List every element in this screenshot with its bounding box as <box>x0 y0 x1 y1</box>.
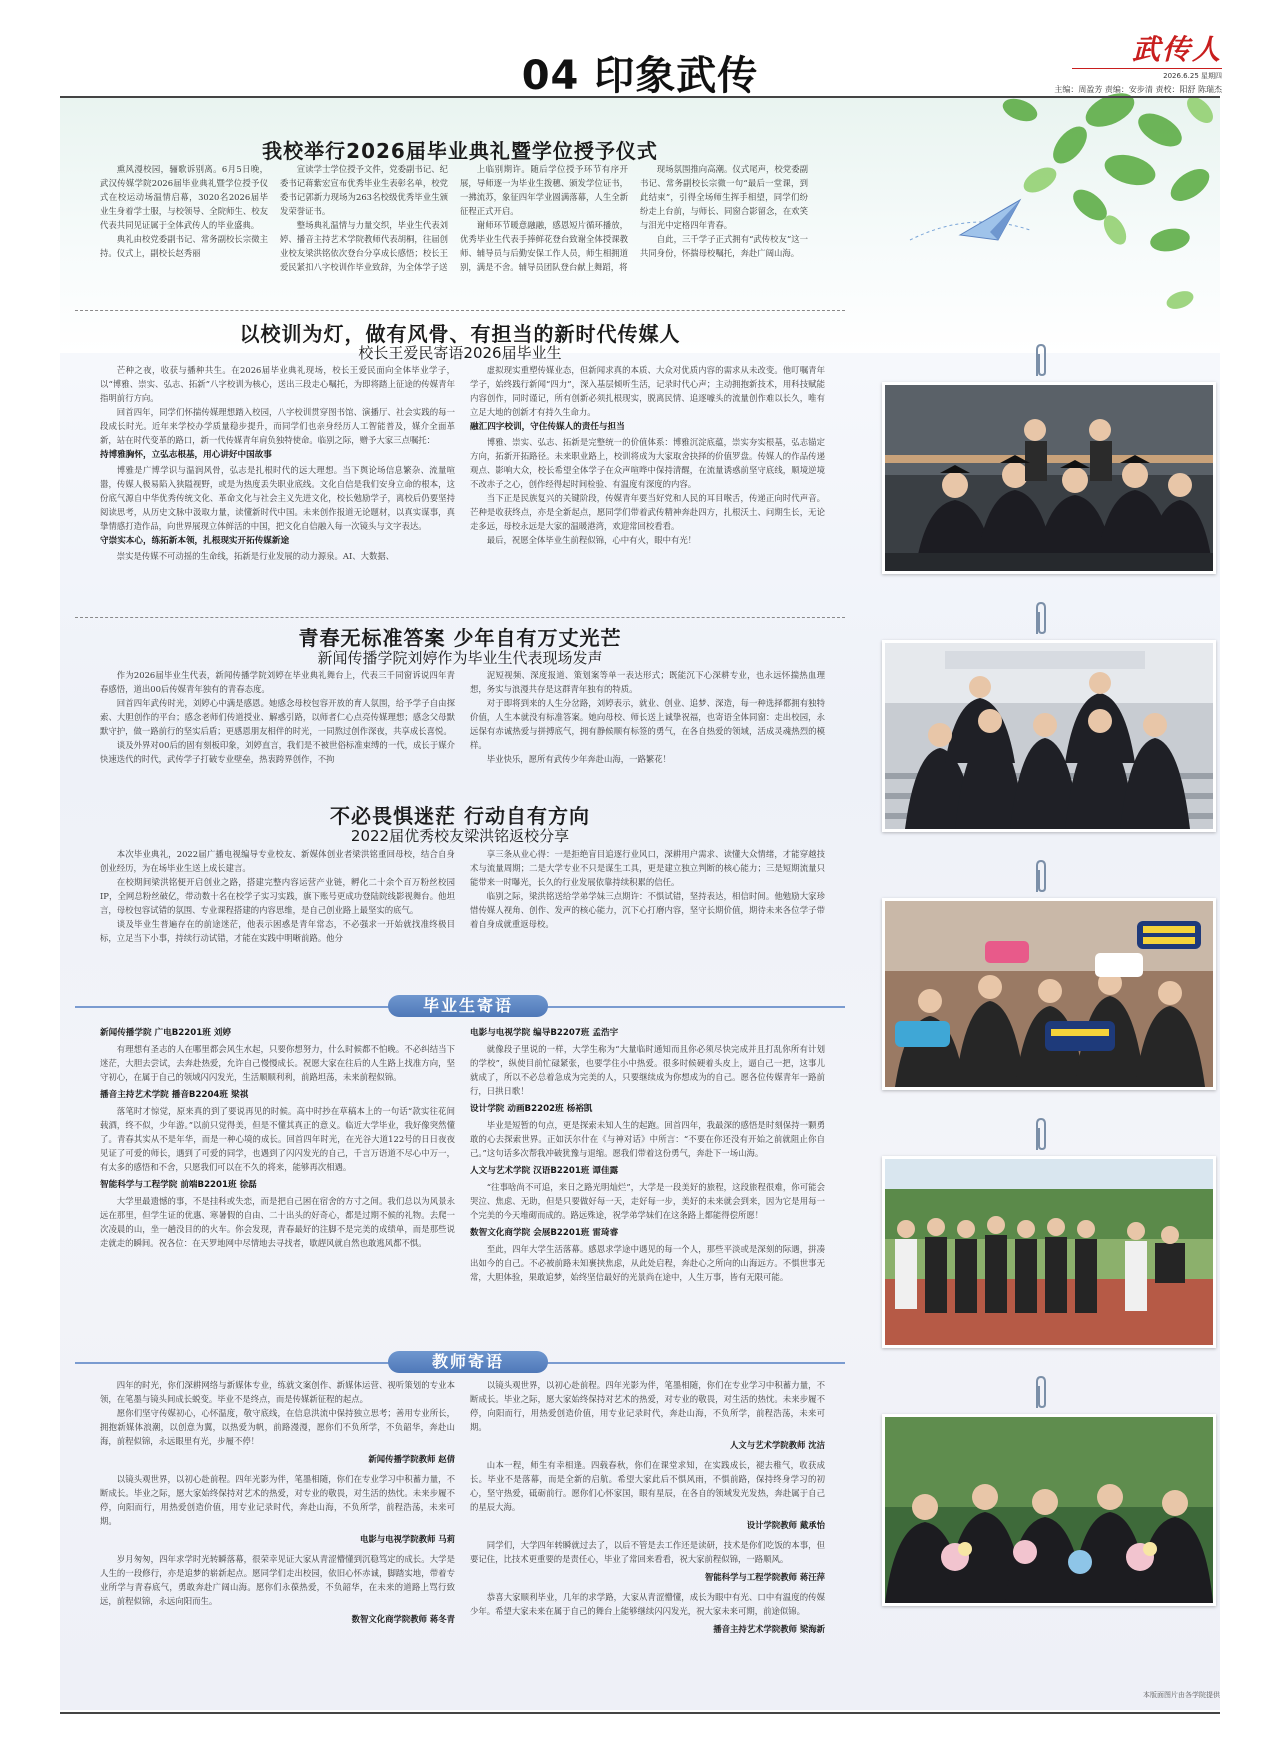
paperclip-icon <box>1030 858 1052 898</box>
teacher-signature: 电影与电视学院教师 马莉 <box>359 1534 455 1544</box>
photo-graduates-group-2 <box>882 640 1216 832</box>
paragraph: 最后，祝愿全体毕业生前程似锦，心中有火，眼中有光！ <box>486 535 697 545</box>
section-heading: 持博雅胸怀，立弘志根基，用心讲好中国故事 <box>100 450 272 460</box>
photo-graduates-signs <box>882 898 1216 1090</box>
teacher-signature: 数智文化商学院教师 蒋冬青 <box>351 1614 455 1624</box>
message-text: 以镜头观世界，以初心赴前程。四年光影为伴，笔墨相随，你们在专业学习中积蓄力量，不断成长。毕业之际，愿大家始终保持对艺术的热爱，对专业的敬畏，对生活的热忱。未来步履不停，向阳而行，用热爱创造价值，用专业记录时代，奔赴山海，不负所学，前程浩荡，未来可期。 <box>470 1380 825 1432</box>
message-text: “往事啥尚不可追，来日之路光明灿烂”，大学是一段美好的旅程，这段旅程很难，你可能会哭泣、焦虑、无助，但是只要做好每一天，走好每一步，美好的未来就会到来，因为它是用每一个完美的今天堆砌而成的。路远殊途，祝学弟学妹们在这条路上都能得偿所愿！ <box>470 1182 825 1220</box>
message-author: 新闻传播学院 广电B2201班 刘婷 <box>100 1028 231 1038</box>
message-author: 人文与艺术学院 汉语B2201班 谭佳露 <box>470 1166 619 1176</box>
article2-title: 以校训为灯，做有风骨、有担当的新时代传媒人 <box>239 322 681 346</box>
message-text: 落笔时才惊觉，原来真的到了要说再见的时候。高中时抄在草稿本上的一句话“款实往花间载酒，终不似，少年游。”以前只觉得美，但是不懂其真正的意义。临近大学毕业，我好像突然懂了。青春其实从不是年华，而是一种心境的成长。回首四年时光，在光谷大道122号的日日夜夜见证了可爱的师长，遇到了可爱的同学，也遇到了闪闪发光的自己，千言万语道不尽心中万一，有太多的感悟和不舍，只愿我们可以在不久的将来，能够再次相遇。 <box>100 1106 455 1172</box>
message-author: 设计学院 动画B2202班 杨裕凯 <box>470 1104 593 1114</box>
paragraph: 芒种之夜，收获与播种共生。在2026届毕业典礼现场，校长王爱民面向全体毕业学子，以“博雅、崇实、弘志、拓新”八字校训为核心，送出三段走心嘱托，为即将踏上征途的传媒青年指明前行方向。 <box>100 365 455 403</box>
masthead-logo: 武传人 <box>1131 33 1222 66</box>
teacher-signature: 智能科学与工程学院教师 蒋汪萍 <box>704 1572 825 1582</box>
message-text: 岁月匆匆，四年求学时光转瞬落幕，很荣幸见证大家从青涩懵懂到沉稳笃定的成长。大学是人生的一段修行，亦是追梦的崭新起点。愿同学们走出校园，依旧心怀赤诚，脚踏实地，带着专业所学与青春底气，勇敢奔赴广阔山海。愿你们永葆热爱，不负韶华，在未来的道路上骂行致远，前程似锦，永远向阳而生。 <box>100 1554 455 1606</box>
teacher-signature: 人文与艺术学院教师 沈洁 <box>729 1440 825 1450</box>
paragraph: 泥短视频、深度报道、策划案等单一表达形式；既能沉下心深耕专业，也永远怀揣热血理想，务实与浪漫共存是这群青年独有的特质。 <box>470 670 825 694</box>
section-heading: 守崇实本心，练拓新本领，扎根现实开拓传媒新途 <box>100 536 290 546</box>
message-text: 就像段子里说的一样，大学生称为“大量临时通知而且你必须尽快完成并且打乱你所有计划的学校”，纵使目前忙碌紧张，也要学住小中热爱。很多时候硬着头皮上，逼自己一把，这事儿就成了，所以不必总着急成为完美的人，只要继续成为你想成为的自己。愿各位传媒青年一路前行，日拱日歌！ <box>470 1044 825 1096</box>
article4-col2 <box>470 847 825 982</box>
article1-title: 我校举行2026届毕业典礼暨学位授予仪式 <box>262 139 658 163</box>
article2-col2 <box>470 363 825 615</box>
article4-subtitle: 2022届优秀校友梁洪铭返校分享 <box>350 827 570 845</box>
paragraph: 虚拟现实重塑传媒业态，但新闻求真的本质、大众对优质内容的需求从未改变。他叮嘱青年学子，始终践行新闻“四力”，深入基层倾听生活，记录时代心声；主动拥抱新技术，用科技赋能内容创作，同时谨记，所有创新必须扎根现实，脱离民情、追逐噱头的流量创作难以长久，唯有立足大地的创新才有持久生命力。 <box>470 365 825 417</box>
teachers-banner: 教师寄语 <box>388 1351 548 1373</box>
paragraph: 整场典礼温情与力量交织，毕业生代表刘婷、播音主持艺术学院教师代表胡桐，往届创业校友梁洪铭依次登台分享成长感悟；校长王爱民紧扣八字校训作毕业致辞，为全体学子送 <box>280 220 448 272</box>
message-author: 播音主持艺术学院 播音B2204班 梁祺 <box>100 1090 249 1100</box>
separator <box>75 617 845 618</box>
editors-credit: 主编：周盈芳 责编：安步清 责校：阳舒 陈瑞杰 <box>1054 85 1222 94</box>
article3-title: 青春无标准答案 少年自有万丈光芒 <box>298 626 622 650</box>
paragraph: 宣读学士学位授予文件，党委副书记、纪委书记蒋紫宏宣布优秀毕业生表彰名单，校党委书记郭新力现场为263名校级优秀毕业生颁发荣誉证书。 <box>280 164 448 216</box>
paragraph: 谢师环节暖意融融，感恩短片循环播放，优秀毕业生代表手捧鲜花登台致谢全体授课教师、辅导员与后勤安保工作人员，师生相拥道别，满是不舍。辅导员团队登台献上舞蹈，将 <box>460 220 628 272</box>
teacher-signature: 新闻传播学院教师 赵倩 <box>368 1454 455 1464</box>
article2-col1 <box>100 363 455 615</box>
message-text: 同学们，大学四年转瞬就过去了，以后不管是去工作还是读研，技术是你们吃饭的本事，但要记住，比技术更重要的是责任心，毕业了常回来看看，祝大家前程似锦，一路顺风。 <box>470 1540 825 1564</box>
paragraph: 本次毕业典礼，2022届广播电视编导专业校友、新媒体创业者梁洪铭重回母校，结合自身创业经历，为在场毕业生送上成长建言。 <box>100 849 455 873</box>
graduates-col1 <box>100 1022 455 1344</box>
teacher-signature: 播音主持艺术学院教师 梁海新 <box>713 1624 825 1634</box>
message-text: 愿你们坚守传媒初心，心怀温度，敬守底线，在信息洪流中保持独立思考；善用专业所长，拥抱新媒体浪潮，以创意为翼，以热爱为帆，前路漫漫，愿你们不负所学，不负韶华，奔赴山海，前程似锦，永远眼里有光，步履不停！ <box>100 1408 455 1446</box>
article1-col3 <box>460 162 628 302</box>
issue-date: 2026.6.25 星期四 <box>1163 72 1222 80</box>
photo-students-field <box>882 1156 1216 1348</box>
paragraph: 博雅、崇实、弘志、拓新是完整统一的价值体系：博雅沉淀底蕴，崇实夯实根基，弘志锚定方向，拓新开拓路径。未来职业路上，校训将成为大家取舍抉择的价值罗盘。传媒人的作品传递观点、影响大众，校长希望全体学子在众声喧哗中保持清醒，在流量诱惑前坚守底线，顺境逆境不改赤子之心，创作经得起时间检验、有温度有深度的内容。 <box>470 437 825 489</box>
page-title: 04 印象武传 <box>521 53 759 99</box>
paragraph: 自此，三千学子正式拥有“武传校友”这一共同身份，怀揣母校嘱托，奔赴广阔山海。 <box>640 234 808 258</box>
message-text: 山本一程，师生有幸相逢。四载春秋，你们在课堂求知，在实践成长，褪去稚气，收获成长。毕业不是落幕，而是全新的启航。希望大家此后不惧风雨，不惧前路，保持终身学习的初心，坚守热爱，砥砺前行。愿你们心怀家国，眼有星辰，在各自的领域发光发热，奔赴属于自己的星辰大海。 <box>470 1460 825 1512</box>
paragraph: 对于即将到来的人生分岔路，刘婷表示，就业、创业、追梦、深造，每一种选择都拥有独特价值，人生本就没有标准答案。她向母校、师长送上诚挚祝福，也寄语全体同窗：走出校园，永远保有赤诚热爱与拼搏底气，拥有静候顺有标签的勇气，在各自热爱的领域，活成灵魂热烈的模样。 <box>470 698 825 750</box>
article1-col4 <box>640 162 808 302</box>
section-heading: 融汇四字校训，守住传媒人的责任与担当 <box>470 422 625 432</box>
paragraph: 熏风漫校园，骊歌诉别离。6月5日晚，武汉传媒学院2026届毕业典礼暨学位授予仪式在校运动场温情启幕，3020名2026届毕业生身着学士服，与校领导、全院师生、校友代表共同见证属于全体武传人的毕业盛典。 <box>100 164 268 230</box>
article3-subtitle: 新闻传播学院刘婷作为毕业生代表现场发声 <box>317 649 603 667</box>
photo-graduates-flowers <box>882 1414 1216 1606</box>
footer-rule <box>60 1712 1220 1714</box>
paragraph: 在校期间梁洪铭便开启创业之路，搭建完整内容运营产业链，孵化二十余个百万粉丝校园IP，全网总粉丝破亿，带动数十名在校学子实习实践，旗下账号更成功登陆院线影视舞台。他坦言，母校包容试错的氛围、专业课程搭建的内容思维，是自己创业路上最坚实的底气。 <box>100 877 455 915</box>
paragraph: 毕业快乐，愿所有武传少年奔赴山海，一路繁花！ <box>486 754 672 764</box>
message-text: 恭喜大家顺利毕业，几年的求学路，大家从青涩懵懂，成长为眼中有光、口中有温度的传媒少年。希望大家未来在属于自己的舞台上能够继续闪闪发光，祝大家未来可期，前途似锦。 <box>470 1592 825 1616</box>
paperclip-icon <box>1030 600 1052 640</box>
teachers-col1 <box>100 1378 455 1706</box>
paragraph: 谈及外界对00后的固有刻板印象，刘婷直言，我们是不被世俗标准束缚的一代，成长于媒介快速迭代的时代，武传学子打破专业壁垒，热衷跨界创作，不拘 <box>100 740 455 764</box>
article1-col1 <box>100 162 268 302</box>
masthead-rule <box>1072 68 1222 69</box>
message-text: 有理想有圣志的人在哪里都会风生水起，只要你想努力，什么时候都不怕晚。不必纠结当下迷茫，大胆去尝试，去奔赴热爱，允许自己慢慢成长。祝愿大家在往后的人生路上找准方向，坚守初心，在属于自己的领域闪闪发光，生活顺顺利利，前路坦荡，未来前程似锦。 <box>100 1044 455 1082</box>
paragraph: 当下正是民族复兴的关键阶段，传媒青年要当好党和人民的耳目喉舌，传递正向时代声音。芒种是收获终点，亦是全新起点，愿同学们带着武传精神奔赴四方，扎根沃土、问期生长，无论走多远，母校永远是大家的温暖港湾，欢迎常回校看看。 <box>470 493 825 531</box>
message-text: 以镜头观世界，以初心赴前程。四年光影为伴，笔墨相随，你们在专业学习中积蓄力量，不断成长。毕业之际，愿大家始终保持对艺术的热爱，对专业的敬畏，对生活的热忱。未来步履不停，向阳而行，用热爱创造价值，用专业记录时代，奔赴山海，不负所学，前程浩荡，未来可期。 <box>100 1474 455 1526</box>
paragraph: 作为2026届毕业生代表，新闻传播学院刘婷在毕业典礼舞台上，代表三千同窗诉说四年青春感悟，道出00后传媒青年独有的青春态度。 <box>100 670 455 694</box>
message-text: 毕业是短暂的句点，更是探索未知人生的起跑。回首四年，我最深的感悟是时刻保持一颗勇敢的心去探索世界。正如沃尔什在《与神对话》中所言：“不要在你还没有开始之前就阻止你自己。”这句话多次帮我冲破犹豫与退缩。愿我们带着这份勇气，奔赴下一场山海。 <box>470 1120 825 1158</box>
message-author: 智能科学与工程学院 前端B2201班 徐磊 <box>100 1180 257 1190</box>
paragraph: 崇实是传媒不可动摇的生命线，拓新是行业发展的动力源泉。AI、大数据、 <box>116 551 395 561</box>
article1-col2 <box>280 162 448 302</box>
message-author: 数智文化商学院 会展B2201班 雷琦睿 <box>470 1228 619 1238</box>
message-text: 至此，四年大学生活落幕。感恩求学途中遇见的每一个人，那些平淡或是深刻的际遇，拼凑出如今的自己。不必被前路未知裹挟焦虑，从此处启程，奔赴心之所向的山海远方。不惧世事无常，大胆体验，果敢追梦，始终坚信最好的光景尚在途中，人生万事，皆有无限可能。 <box>470 1244 825 1282</box>
paragraph: 临别之际，梁洪铭送给学弟学妹三点期许：不惧试错，坚持表达，相信时间。他勉励大家珍惜传媒人视角、创作、发声的核心能力，沉下心打磨内容，坚守长期价值，期待未来各位学子带着自身成就重返母校。 <box>470 891 825 929</box>
header-rule <box>60 96 1220 98</box>
paragraph: 典礼由校党委副书记、常务副校长宗微主持。仪式上，副校长赵秀丽 <box>100 234 268 258</box>
teacher-signature: 设计学院教师 戴承怡 <box>746 1520 825 1530</box>
paragraph: 回首四年，同学们怀揣传媒理想踏入校园，八字校训贯穿图书馆、演播厅、社会实践的每一段成长时光。近年来学校办学质量稳步提升，而同学们也亲身经历人工智能普及，媒介全面革新，站在时代变革的路口，新一代传媒青年肩负独特使命。临别之际，赠予大家三点嘱托： <box>100 407 455 445</box>
separator <box>75 310 845 311</box>
article3-col1 <box>100 668 455 788</box>
paperclip-icon <box>1030 1374 1052 1414</box>
paragraph: 回首四年武传时光，刘婷心中满是感恩。她感念母校包容开放的育人氛围，给予学子自由探索、大胆创作的平台；感念老师们传道授业、解惑引路，以师者仁心点亮传媒理想；感念父母默默守护，做一路前行的坚实后盾；更感恩朋友相伴的时光，一同熬过创作深夜，共享成长喜悦。 <box>100 698 455 736</box>
photo-graduates-group-1 <box>882 382 1216 574</box>
teachers-col2 <box>470 1378 825 1706</box>
paragraph: 博雅是广博学识与温润风骨，弘志是扎根时代的远大理想。当下舆论场信息繁杂、流量喧嚣，传媒人极易陷入狭隘视野，或是为热度丢失职业底线。文化自信是我们安身立命的根本，这份底气源自中华优秀传统文化、革命文化与社会主义先进文化，校长勉励学子，离校后仍要坚持阅读思考，从历史文脉中汲取力量，读懂新时代中国。未来创作报道无论题材，以真实谋事，真挚情感打造作品，向世界展现立体鲜活的中国，把文化自信融入每一次镜头与文字表达。 <box>100 465 455 531</box>
message-text: 四年的时光，你们深耕网络与新媒体专业，练就文案创作、新媒体运营、视听策划的专业本领，在笔墨与镜头间成长蜕变。毕业不是终点，而是传媒新征程的起点。 <box>100 1380 455 1404</box>
graduates-col2 <box>470 1022 825 1344</box>
leaves-decoration-icon <box>880 90 1220 340</box>
article4-col1 <box>100 847 455 982</box>
paragraph: 上临别期许。随后学位授予环节有序开展，导师逐一为毕业生拨穗、颁发学位证书，一拂流苏，象征四年学业圆满落幕，人生全新征程正式开启。 <box>460 164 628 216</box>
paperclip-icon <box>1030 1116 1052 1156</box>
message-text: 大学里最遗憾的事，不是挂科或失恋，而是把自己困在宿舍的方寸之间。我们总以为风景永远在那里，但学生证的优惠、寒暑假的自由、二十出头的好奇心，都是过期不候的礼物。去爬一次凌晨的山，坐一趟没目的的火车。你会发现，青春最好的注脚不是完美的成绩单，而是那些说走就走的瞬间。祝各位：在天罗地网中尽情地去寻找者，歇趕风就自然也敢逃风都不惧。 <box>100 1196 455 1248</box>
paragraph: 现场氛围推向高潮。仪式尾声，校党委副书记、常务副校长宗微一句“最后一堂课，到此结束”，引得全场师生挥手相望，同学们纷纷走上台前，与师长、同窗合影留念，在欢笑与泪光中定格四年青春。 <box>640 164 808 230</box>
article3-col2 <box>470 668 825 788</box>
paragraph: 谈及毕业生普遍存在的前途迷茫，他表示困惑是青年常态，不必强求一开始就找准终极目标，立足当下小事，持续行动试错，才能在实践中明晰前路。他分 <box>100 919 455 943</box>
graduates-banner: 毕业生寄语 <box>388 995 548 1017</box>
article4-title: 不必畏惧迷茫 行动自有方向 <box>330 804 590 828</box>
message-author: 电影与电视学院 编导B2207班 孟浩宇 <box>470 1028 619 1038</box>
paperclip-icon <box>1030 342 1052 382</box>
paragraph: 享三条从业心得：一是拒绝盲目追逐行业风口，深耕用户需求、读懂大众情绪，才能穿越技术与流量周期；二是大学专业不只是谋生工具，更是建立独立判断的核心能力；三是短期流量只能带来一时曝光，长久的行业发展依靠持续积累的信任。 <box>470 849 825 887</box>
photo-credit: 本版面图片由各学院提供 <box>1143 1691 1220 1699</box>
article2-subtitle: 校长王爱民寄语2026届毕业生 <box>358 344 562 362</box>
